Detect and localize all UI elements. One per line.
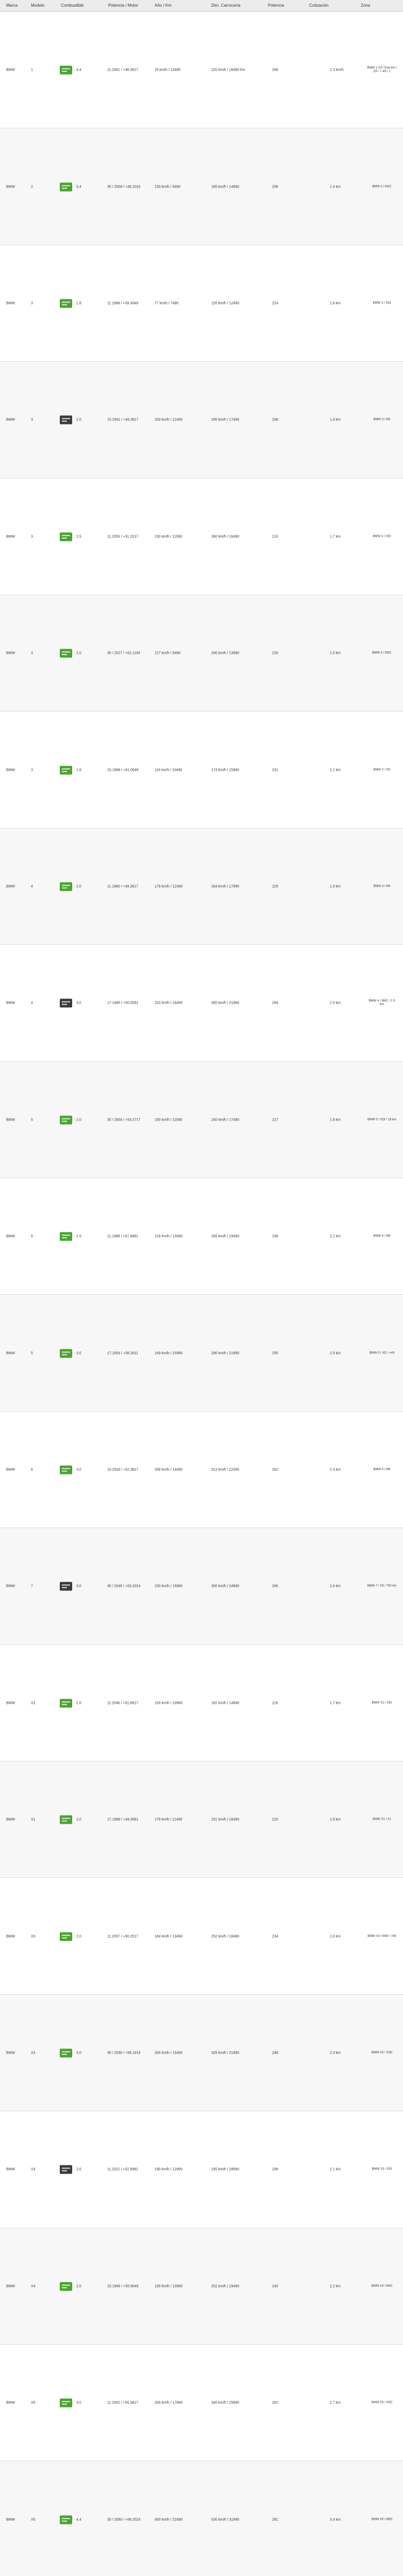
fuel-badge-icon [60,416,72,425]
table-cell-1: 3 [31,651,33,655]
table-cell-5: 240 km/h / 17490 [211,1118,240,1122]
table-cell-3: 35 / 2008 / +38.2024 [107,185,141,189]
table-cell-3: 11.2046 / +51.8817 [107,1701,139,1705]
header-col-5: Dim. Carrocería [211,3,241,8]
table-cell-3: 15.1969 / +55.9049 [107,2284,139,2289]
row-address: BMW 3 / XDI [373,535,391,538]
fuel-badge-icon [60,1816,72,1824]
table-cell-0: BMW [6,1935,15,1939]
table-cell-4: 218 km/h / 13490 [155,1234,183,1239]
row-address: BMW X5 / X5D [371,2401,393,2404]
table-cell-7: 1.9 km [330,885,341,889]
table-cell-1: X3 [31,2167,36,2172]
table-cell-4: 178 km/h / 11490 [155,1818,182,1822]
table-cell-4: 310 km/h / 16490 [155,1001,183,1005]
fuel-badge-icon [60,649,72,658]
table-cell-7: 2.2 km [330,1234,341,1239]
table-cell-7: 2.1 km [330,2167,341,2172]
table-cell-7: 2.2 km [330,2284,341,2289]
table-cell-6: 236 [272,2167,278,2172]
table-cell-1: 4 [31,1001,33,1005]
fuel-badge-icon [60,2515,72,2524]
row-address: BMW 5 / M5 [373,1234,391,1238]
fuel-badge-icon [60,532,72,541]
table-cell-4: 190 km/h / 11990 [155,1118,182,1122]
table-cell-3: 11.1998 / +57.9981 [107,1234,139,1239]
table-cell-0: BMW [6,2518,15,2522]
table-cell-3: 17.1968 / +49.3081 [107,1818,139,1822]
table-cell-4: 116 km/h / 10490 [155,768,182,772]
table-cell-2: 2.0 [76,2167,81,2172]
row-address: BMW 7 / X5 / 730 km [367,1584,397,1588]
table-row[interactable] [0,2111,403,2228]
table-cell-3: 35 / 2027 / +52.1193 [107,651,140,655]
fuel-badge-icon [60,1699,72,1707]
table-cell-7: 3.4 km [330,2518,341,2522]
fuel-badge-icon [60,2282,72,2291]
table-cell-6: 227 [272,1118,278,1122]
table-cell-5: 326 km/h / 21990 [211,2051,240,2055]
table-cell-5: 260 km/h / 16490 [211,535,240,539]
table-cell-1: 3 [31,768,33,772]
table-cell-5: 231 km/h / 16490 [211,1818,240,1822]
header-col-0: Marca [6,3,18,8]
table-cell-2: 2.0 [76,651,81,655]
table-cell-0: BMW [6,651,15,655]
table-cell-5: 220 km/h / 16490 km [211,68,245,72]
row-address: BMW X5 / M50 [371,2518,393,2521]
table-row[interactable] [0,128,403,245]
table-cell-5: 290 km/h / 21990 [211,1351,240,1355]
table-cell-0: BMW [6,1584,15,1588]
table-cell-0: BMW [6,885,15,889]
table-cell-3: 35 / 2050 / +58.2024 [107,2518,141,2522]
row-address: BMW 2 / M2C [372,185,392,189]
table-cell-7: 1.7 km [330,1701,341,1705]
table-cell-3: 11.2057 / +50.2017 [107,1935,139,1939]
fuel-badge-icon [60,299,72,308]
table-cell-6: 240 [272,2284,278,2289]
table-row[interactable] [0,2345,403,2461]
table-cell-0: BMW [6,301,15,306]
fuel-badge-icon [60,2165,72,2174]
row-address: BMW X1 / XDI [372,1701,392,1705]
table-cell-2: 3.0 [76,2051,81,2055]
table-cell-4: 77 km/h / 7490 [155,301,179,306]
table-cell-7: 2.6 km [330,1584,341,1588]
table-row[interactable] [0,1528,403,1645]
table-cell-2: 3.4 [76,185,81,189]
table-cell-3: 11.2021 / +52.9981 [107,2167,139,2172]
table-cell-1: 2 [31,185,33,189]
table-cell-6: 255 [272,1351,278,1355]
table-cell-3: 11.2041 / +46.3817 [107,68,139,72]
table-cell-3: 35 / 2030 / +56.1919 [107,2051,141,2055]
table-cell-0: BMW [6,768,15,772]
fuel-badge-icon [60,766,72,774]
table-cell-3: 17.2054 / +56.3011 [107,1351,139,1355]
table-cell-4: 190 km/h / 12990 [155,2167,183,2172]
table-cell-0: BMW [6,1701,15,1705]
table-cell-1: X5 [31,2518,36,2522]
table-cell-2: 3.0 [76,2401,81,2405]
row-address: BMW 1 X3 / Dvě km / ZÁ / + 49 / 1 [367,66,397,74]
fuel-badge-icon [60,1465,72,1474]
table-cell-5: 340 km/h / 25990 [211,2401,240,2405]
table-cell-7: 1.8 km [330,1818,341,1822]
table-cell-6: 229 [272,885,278,889]
fuel-badge-icon [60,66,72,75]
table-cell-6: 220 [272,651,278,655]
table-cell-4: 200 km/h / 12490 [155,418,183,422]
table-cell-1: X1 [31,1701,36,1705]
table-cell-5: 252 km/h / 18490 [211,1935,240,1939]
table-cell-3: 35 / 2004 / +53.2717 [107,1118,141,1122]
table-cell-7: 2.4 km [330,1468,341,1472]
table-cell-5: 284 km/h / 17990 [211,885,240,889]
table-cell-2: 2.0 [76,1818,81,1822]
table-cell-0: BMW [6,2401,15,2405]
header-col-2: Combustible [61,3,84,8]
table-cell-7: 2.5 km [330,1351,341,1355]
table-cell-1: 5 [31,1351,33,1355]
row-address: BMW 3 / XDI [373,301,391,305]
table-cell-5: 245 km/h / 18990 [211,2167,240,2172]
table-cell-5: 120 km/h / 12490 [211,301,240,306]
table-cell-0: BMW [6,535,15,539]
table-cell-7: 1.7 km [330,535,341,539]
fuel-badge-icon [60,1115,72,1124]
table-cell-2: 2.0 [76,885,81,889]
table-cell-5: 350 km/h / 21990 [211,1001,240,1005]
row-address: BMW 4 / M4C / 2.3 km [368,999,395,1007]
table-cell-3: 11.1968 / +59.3049 [107,301,139,306]
table-cell-1: X4 [31,2284,36,2289]
table-cell-0: BMW [6,2284,15,2289]
table-cell-1: 5 [31,1118,33,1122]
table-header [0,0,403,12]
table-cell-4: 130 km/h / 9490 [155,185,181,189]
table-cell-6: 231 [272,768,278,772]
table-cell-6: 265 [272,1584,278,1588]
table-cell-4: 127 km/h / 9490 [155,651,181,655]
header-col-4: Año / Km [155,3,172,8]
table-row[interactable] [0,1062,403,1178]
table-cell-1: 3 [31,301,33,306]
table-cell-3: 15.1968 / +61.0049 [107,768,139,772]
table-cell-1: 3 [31,535,33,539]
table-cell-7: 2.3 km [330,2051,341,2055]
table-cell-4: 150 km/h / 10990 [155,1701,183,1705]
table-cell-4: 258 km/h / 14490 [155,1468,183,1472]
table-row[interactable] [0,12,403,128]
row-address: BMW X3 / X3D [371,2051,393,2055]
fuel-badge-icon [60,2399,72,2408]
header-col-7: Cotización [309,3,329,8]
table-cell-0: BMW [6,68,15,72]
table-cell-0: BMW [6,1351,15,1355]
table-cell-5: 530 km/h / 31990 [211,2518,240,2522]
table-row[interactable] [0,362,403,478]
table-cell-4: 15 km/h / 13490 [155,68,181,72]
table-cell-1: 1 [31,68,33,72]
table-cell-0: BMW [6,1468,15,1472]
fuel-badge-icon [60,1232,72,1241]
table-cell-4: 249 km/h / 15990 [155,1351,183,1355]
table-cell-7: 1.4 km [330,185,341,189]
table-cell-1: 4 [31,885,33,889]
table-cell-2: 2.0 [76,1701,81,1705]
table-cell-3: 11.1960 / +49.3817 [107,885,139,889]
table-cell-2: 2.0 [76,418,81,422]
table-cell-0: BMW [6,185,15,189]
table-row[interactable] [0,479,403,595]
table-cell-7: 1.5 km [330,651,341,655]
table-cell-5: 180 km/h / 14990 [211,185,240,189]
table-cell-0: BMW [6,2051,15,2055]
table-row[interactable] [0,595,403,711]
table-cell-2: 4.4 [76,2518,81,2522]
table-cell-4: 184 km/h / 13490 [155,1935,183,1939]
table-cell-6: 234 [272,1935,278,1939]
table-row[interactable] [0,945,403,1061]
table-cell-2: 3.0 [76,1351,81,1355]
table-cell-7: 1.8 km [330,418,341,422]
table-cell-4: 230 km/h / 15990 [155,1584,183,1588]
table-cell-4: 190 km/h / 13990 [155,2284,183,2289]
table-row[interactable] [0,1412,403,1528]
table-cell-6: 224 [272,301,278,306]
table-cell-7: 2.7 km [330,2401,341,2405]
table-cell-2: 1.6 [76,768,81,772]
row-address: BMW 4 / M4 [373,885,391,888]
table-cell-6: 281 [272,2518,278,2522]
row-address: BMW 3 / M3C [372,651,392,655]
fuel-badge-icon [60,999,72,1008]
table-cell-2: 2.5 [76,535,81,539]
table-cell-4: 450 km/h / 22490 [155,2518,183,2522]
row-address: BMW X4 / M40 [371,2284,393,2288]
table-row[interactable] [0,1761,403,1878]
table-cell-5: 265 km/h / 19490 [211,1234,240,1239]
table-cell-7: 2.5 km [330,1001,341,1005]
table-row[interactable] [0,2228,403,2345]
table-cell-1: 3 [31,418,33,422]
table-cell-0: BMW [6,1234,15,1239]
table-cell-1: 5 [31,1234,33,1239]
row-address: BMW X3 / XDI [372,2167,392,2171]
fuel-badge-icon [60,1932,72,1941]
table-cell-2: 2.0 [76,1118,81,1122]
table-cell-2: 1.8 [76,301,81,306]
table-row[interactable] [0,828,403,945]
table-cell-6: 262 [272,2401,278,2405]
table-cell-7: 1.6 km [330,301,341,306]
table-cell-7: 2.0 km [330,1935,341,1939]
table-cell-5: 313 km/h / 22490 [211,1468,240,1472]
table-cell-5: 252 km/h / 19490 [211,2284,240,2289]
table-row[interactable] [0,1995,403,2111]
table-cell-4: 178 km/h / 12490 [155,885,183,889]
table-cell-2: 3.0 [76,1468,81,1472]
table-cell-4: 265 km/h / 15490 [155,2051,183,2055]
header-col-1: Modelo [31,3,45,8]
table-cell-0: BMW [6,1118,15,1122]
table-row[interactable] [0,1295,403,1411]
fuel-badge-icon [60,2048,72,2057]
fuel-badge-icon [60,182,72,191]
table-cell-5: 192 km/h / 14990 [211,1701,240,1705]
row-address: BMW X1 / X1 [372,1818,391,1821]
fuel-badge-icon [60,1582,72,1591]
table-cell-6: 220 [272,1818,278,1822]
table-cell-6: 216 [272,1701,278,1705]
table-cell-3: 11.2055 / +51.2017 [107,535,139,539]
table-cell-2: 3.0 [76,1584,81,1588]
table-cell-0: BMW [6,1818,15,1822]
table-cell-4: 265 km/h / 17990 [155,2401,183,2405]
table-cell-6: 206 [272,185,278,189]
table-cell-3: 15.2041 / +49.3817 [107,418,139,422]
table-cell-6: 238 [272,418,278,422]
table-cell-1: X3 [31,1935,36,1939]
fuel-badge-icon [60,1349,72,1358]
fuel-badge-icon [60,882,72,891]
table-row[interactable] [0,711,403,828]
row-address: BMW 3 / XD [373,768,391,772]
table-cell-5: 174 km/h / 15990 [211,768,240,772]
row-address: BMW X3 / M40 / +60 [367,1935,396,1938]
table-row[interactable] [0,1878,403,1994]
table-cell-2: 2.0 [76,1935,81,1939]
table-cell-3: 17.1985 / +50.9281 [107,1001,139,1005]
table-cell-0: BMW [6,2167,15,2172]
header-col-8: Zona [361,3,371,8]
table-cell-7: 1.8 km [330,1118,341,1122]
table-cell-1: 6 [31,1468,33,1472]
table-cell-5: 290 km/h / 17490 [211,418,240,422]
table-cell-4: 230 km/h / 11990 [155,535,182,539]
table-cell-2: 2.5 [76,1234,81,1239]
table-cell-1: 7 [31,1584,33,1588]
table-cell-0: BMW [6,1001,15,1005]
table-cell-6: 238 [272,1234,278,1239]
row-address: BMW 5 / XDI / 18 km [367,1118,396,1122]
table-cell-3: 35 / 2045 / +53.2024 [107,1584,141,1588]
row-address: BMW 3 / M3 [373,418,391,421]
table-cell-6: 210 [272,535,278,539]
table-cell-2: 4.4 [76,68,81,72]
table-cell-6: 262 [272,1468,278,1472]
table-cell-0: BMW [6,418,15,422]
table-cell-1: X3 [31,2051,36,2055]
table-cell-1: X1 [31,1818,36,1822]
table-cell-3: 15.2043 / +52.3817 [107,1468,139,1472]
table-cell-5: 300 km/h / 24990 [211,1584,240,1588]
table-cell-3: 11.2002 / +55.3817 [107,2401,139,2405]
table-cell-6: 264 [272,1001,278,1005]
table-cell-5: 200 km/h / 13990 [211,651,240,655]
table-row[interactable] [0,1178,403,1295]
table-row[interactable] [0,245,403,362]
table-cell-6: 248 [272,2051,278,2055]
table-cell-1: X5 [31,2401,36,2405]
table-cell-2: 3.0 [76,1001,81,1005]
table-cell-7: 2.3 km/h [330,68,344,72]
table-row[interactable] [0,2461,403,2576]
row-address: BMW 5 / XD / +49 [369,1351,395,1355]
header-col-6: Potencia [268,3,284,8]
table-cell-6: 268 [272,68,278,72]
table-cell-7: 2.1 km [330,768,341,772]
table-cell-2: 2.0 [76,2284,81,2289]
row-address: BMW 6 / M6 [373,1468,391,1471]
header-col-3: Potencia / Motor [108,3,139,8]
table-row[interactable] [0,1645,403,1761]
